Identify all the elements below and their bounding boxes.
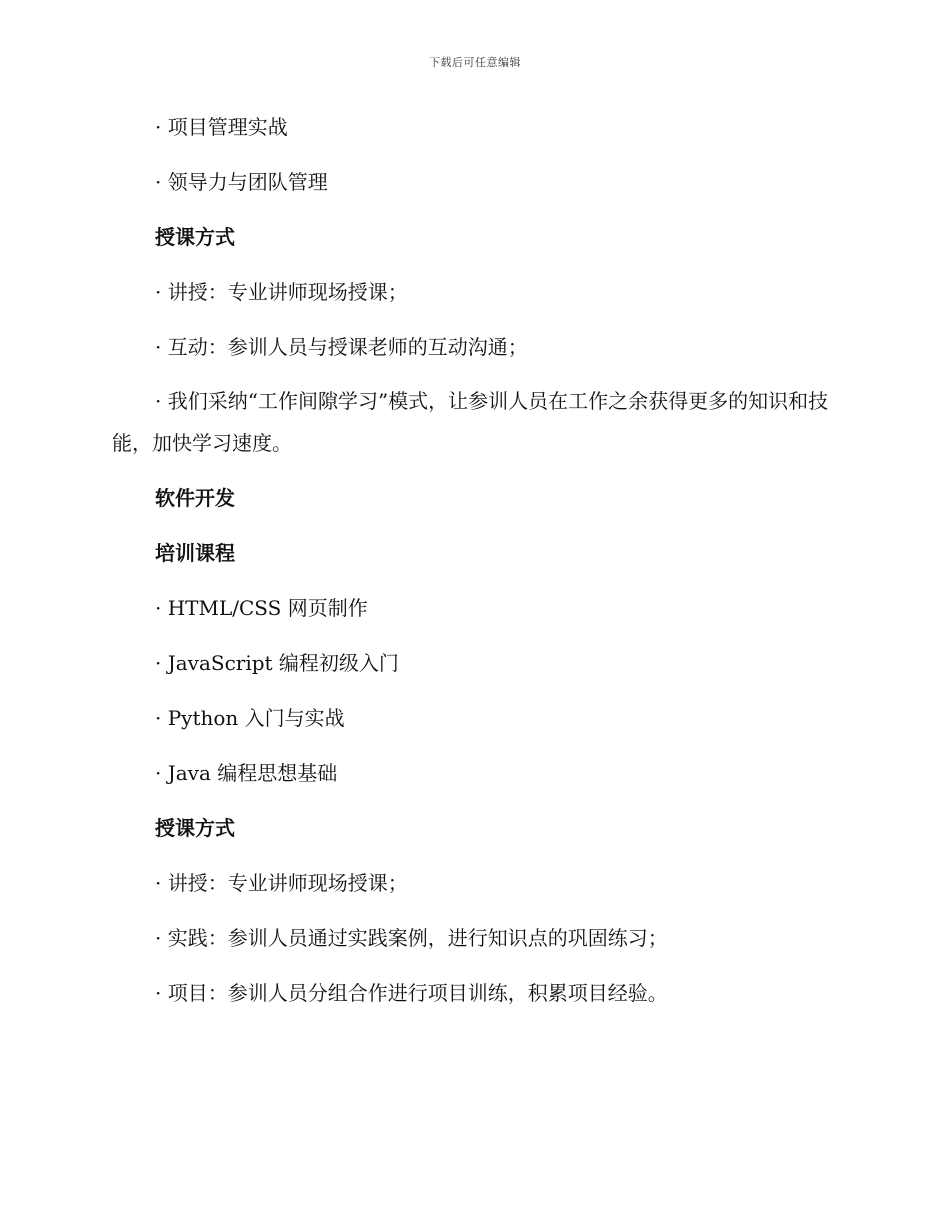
section-heading: 授课方式 — [155, 225, 235, 249]
bullet-item: · 项目：参训人员分组合作进行项目训练，积累项目经验。 — [155, 981, 668, 1005]
bullet-item: · Python 入门与实战 — [155, 706, 345, 730]
bullet-item: · Java 编程思想基础 — [155, 761, 338, 785]
bullet-item: · 讲授：专业讲师现场授课； — [155, 871, 408, 895]
section-heading: 授课方式 — [155, 816, 235, 840]
page-header: 下载后可任意编辑 — [429, 56, 521, 69]
section-heading: 软件开发 — [155, 486, 235, 510]
bullet-item: · 领导力与团队管理 — [155, 170, 328, 194]
bullet-item: · JavaScript 编程初级入门 — [155, 651, 399, 675]
bullet-item: · HTML/CSS 网页制作 — [155, 596, 368, 620]
bullet-item: · 互动：参训人员与授课老师的互动沟通； — [155, 335, 528, 359]
bullet-paragraph: · 我们采纳“工作间隙学习”模式，让参训人员在工作之余获得更多的知识和技能，加快学习速度。 — [112, 389, 829, 455]
bullet-item: · 讲授：专业讲师现场授课； — [155, 280, 408, 304]
section-heading: 培训课程 — [155, 541, 235, 565]
bullet-item: · 实践：参训人员通过实践案例，进行知识点的巩固练习； — [155, 926, 668, 950]
bullet-item: · 项目管理实战 — [155, 115, 288, 139]
